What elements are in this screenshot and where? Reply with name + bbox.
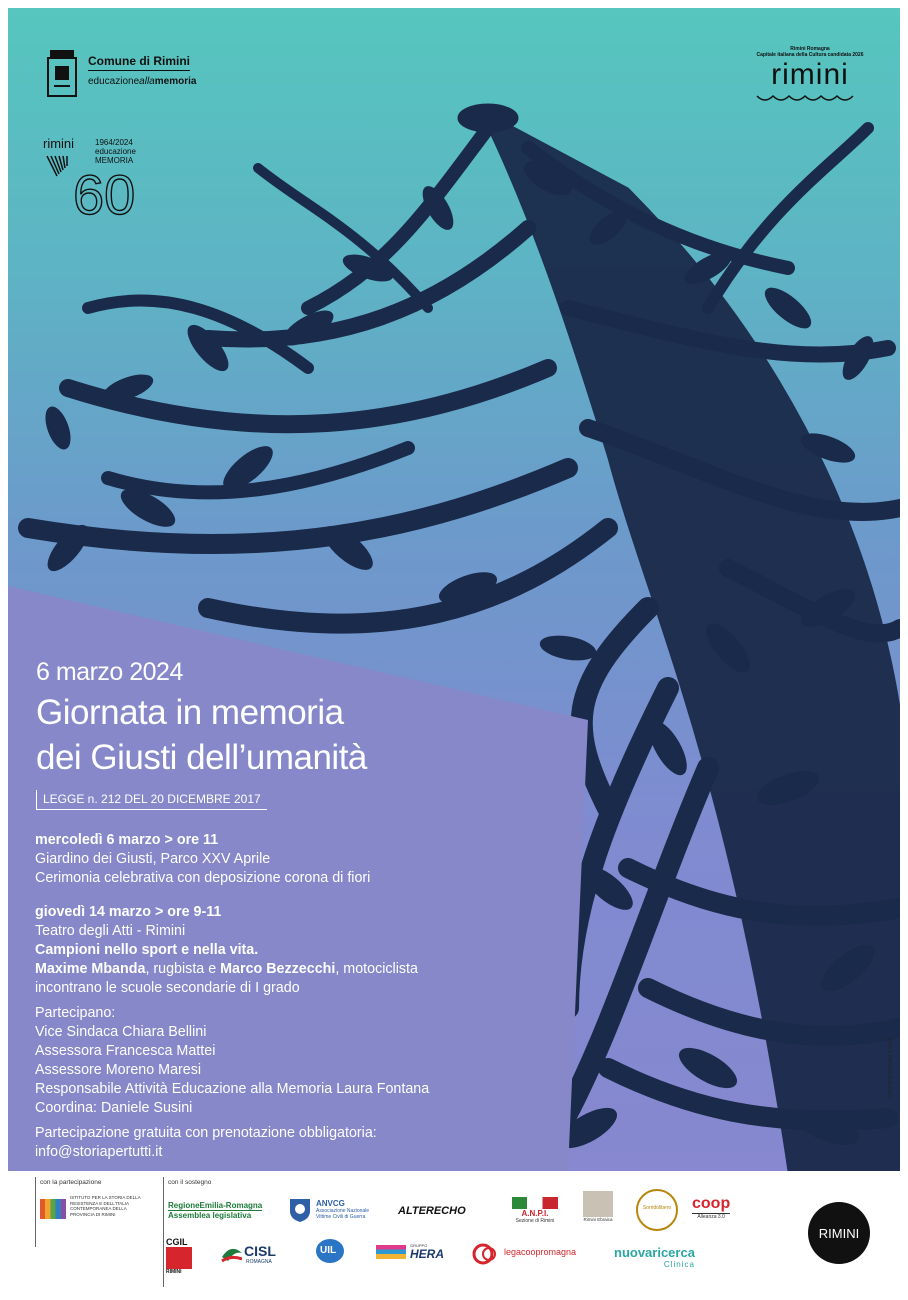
cgil-logo: CGIL RIMINI bbox=[166, 1237, 192, 1275]
waves-icon bbox=[755, 93, 865, 103]
uil-logo: UIL bbox=[312, 1239, 348, 1267]
cisl-icon bbox=[220, 1243, 242, 1265]
rimini-capital-logo bbox=[750, 46, 870, 116]
rimini-badge: RIMINI bbox=[808, 1202, 870, 1264]
comune-title: Comune di Rimini bbox=[88, 54, 190, 71]
participant: Assessora Francesca Mattei bbox=[35, 1043, 216, 1059]
capital-line1: Rimini Romagna bbox=[790, 46, 830, 52]
anniv-text: 1964/2024 educazione MEMORIA bbox=[95, 138, 136, 165]
alterecho-logo: ALTERECHO bbox=[398, 1205, 466, 1217]
participant: Coordina: Daniele Susini bbox=[35, 1100, 193, 1116]
sixty-years-logo bbox=[43, 136, 163, 218]
city-crest-icon bbox=[44, 46, 80, 102]
headline bbox=[36, 658, 367, 777]
rimini-ebraica-logo: Rimini Ebraica bbox=[580, 1191, 616, 1222]
second-title: Campioni nello sport e nella vita. bbox=[35, 942, 259, 958]
second-place: Teatro degli Atti - Rimini bbox=[35, 923, 186, 939]
anvcg-shield-icon bbox=[288, 1197, 312, 1223]
participant: Responsabile Attività Educazione alla Memoria Laura Fontana bbox=[35, 1081, 430, 1097]
audience: incontrano le scuole secondarie di I grado bbox=[35, 980, 300, 996]
event-title-line2: dei Giusti dell’umanità bbox=[36, 738, 367, 777]
program bbox=[35, 831, 535, 1162]
istituto-logo: ISTITUTO PER LA STORIA DELLA RESISTENZA E DELL'ITALIA CONTEMPORANEA DELLA PROVINCIA DI RIMINI bbox=[40, 1193, 150, 1223]
first-desc: Cerimonia celebrativa con deposizione corona di fiori bbox=[35, 870, 371, 886]
guests: Maxime Mbanda, rugbista e Marco Bezzecchi, motociclista bbox=[35, 961, 418, 977]
anpi-logo: A.N.P.I. Sezione di Rimini bbox=[512, 1197, 558, 1224]
sorridolibero-logo: Sorridolibero bbox=[636, 1189, 678, 1231]
first-when: mercoledì 6 marzo > ore 11 bbox=[35, 832, 219, 848]
event-title-line1: Giornata in memoria bbox=[36, 693, 344, 732]
legacoop-icon bbox=[472, 1243, 500, 1265]
label-support: con il sostegno bbox=[168, 1179, 212, 1186]
footer-sponsors: con la partecipazione con il sostegno ISTITUTO PER LA STORIA DELLA RESISTENZA E DELL'ITALIA CONTEMPORANEA DELLA PROVINCIA DI RIMINI RegioneEmilia-Romagna Assemblea legislativa ANVCG Associazione Nazionale Vittime Civili di Guerra ALTERECHO A.N.P.I. Sezione di Rimini Rimini Ebraica Sorridolibero coop Alleanza 3.0 CGIL RIMINI CISL ROMAGNA UIL GRUPPO HERA legacoopromagna nuovaricerca Clinica bbox=[0, 1171, 908, 1300]
participants-label: Partecipano: bbox=[35, 1005, 116, 1021]
booking-email[interactable]: info@storiapertutti.it bbox=[35, 1144, 163, 1160]
regione-logo: RegioneEmilia-Romagna Assemblea legislativa bbox=[168, 1201, 263, 1220]
coop-logo: coop Alleanza 3.0 bbox=[692, 1195, 731, 1220]
booking-note: Partecipazione gratuita con prenotazione obbligatoria: bbox=[35, 1125, 377, 1141]
participant: Vice Sindaca Chiara Bellini bbox=[35, 1024, 207, 1040]
comune-di-rimini-logo bbox=[44, 46, 214, 106]
event-date: 6 marzo 2024 bbox=[36, 658, 183, 686]
print-credit: COLPO D'OCCHIO 1/2024 bbox=[888, 1037, 894, 1098]
nuovaricerca-logo: nuovaricerca Clinica bbox=[614, 1245, 695, 1269]
poster bbox=[8, 8, 900, 1171]
label-participation: con la partecipazione bbox=[40, 1179, 102, 1186]
second-when: giovedì 14 marzo > ore 9-11 bbox=[35, 904, 222, 920]
capital-word: rimini bbox=[771, 58, 849, 91]
anniv-number: 60 bbox=[73, 163, 136, 220]
capital-line2: Capitale italiana della Cultura candidata 2026 bbox=[756, 52, 864, 58]
law-reference: LEGGE n. 212 DEL 20 DICEMBRE 2017 bbox=[36, 790, 267, 810]
participant: Assessore Moreno Maresi bbox=[35, 1062, 202, 1078]
comune-subtitle: educazioneallamemoria bbox=[88, 76, 197, 87]
sixty-mark-icon bbox=[43, 150, 163, 220]
anniv-city: rimini bbox=[43, 136, 75, 151]
first-place: Giardino dei Giusti, Parco XXV Aprile bbox=[35, 851, 271, 867]
